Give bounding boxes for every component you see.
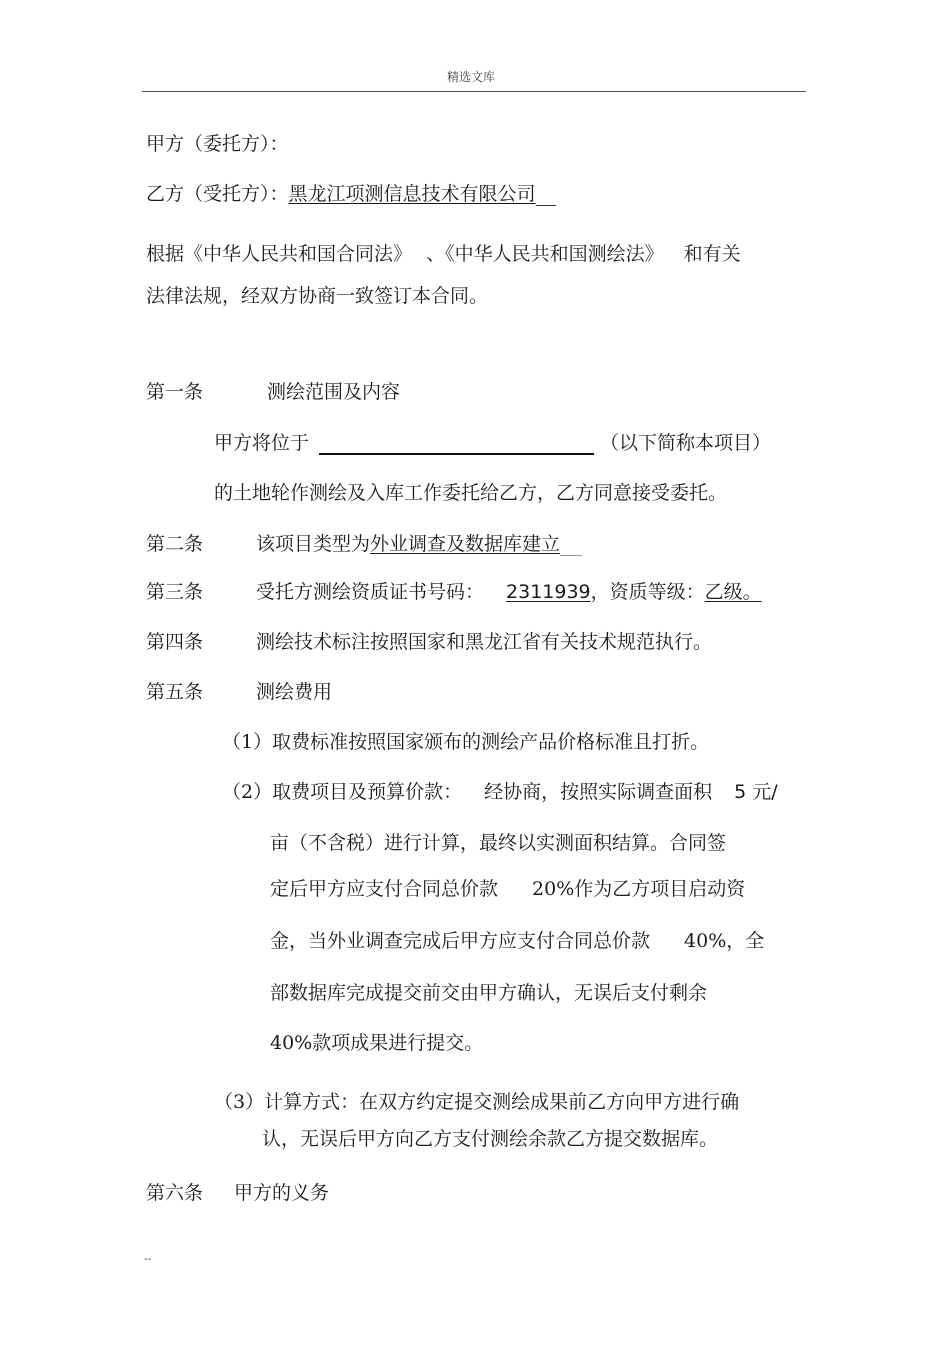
article-2-number: 第二条 xyxy=(146,533,204,555)
article-5-number: 第五条 xyxy=(146,681,204,703)
party-a-label: 甲方（委托方）： xyxy=(146,133,289,155)
qualification-grade: 乙级。 xyxy=(704,581,762,603)
fee-item-2-line-6: 40%款项成果进行提交。 xyxy=(270,1032,484,1054)
preamble-contract-law: 根据《中华人民共和国合同法》 xyxy=(146,243,413,265)
fee-item-2-line-3-b: 20%作为乙方项目启动资 xyxy=(532,878,746,900)
article-2-text xyxy=(256,532,582,556)
article-2-lead: 该项目类型为 xyxy=(256,533,371,555)
fee-item-2-line-2: 亩（不含税）进行计算，最终以实测面积结算。合同签 xyxy=(270,832,727,854)
page-header-title: 精选文库 xyxy=(447,70,496,84)
fee-item-2-line-4 xyxy=(270,929,764,953)
fee-item-2-line-4-b: 40%，全 xyxy=(684,930,765,952)
article-2-project-type: 外业调查及数据库建立 xyxy=(370,533,561,555)
fee-unit-price: 5 元/ xyxy=(734,781,778,803)
fee-item-2-negotiated: 经协商，按照实际调查面积 xyxy=(484,781,713,803)
article-1-abbrev: （以下简称本项目） xyxy=(600,432,772,454)
article-4-number: 第四条 xyxy=(146,631,204,653)
fee-item-2-line-5: 部数据库完成提交前交由甲方确认，无误后支付剩余 xyxy=(270,982,708,1004)
article-5-title: 测绘费用 xyxy=(256,681,333,703)
article-1-line-1 xyxy=(214,431,771,455)
article-2-underline-tail xyxy=(560,535,582,556)
fee-item-2-lead: （2）取费项目及预算价款： xyxy=(222,781,463,803)
article-3-lead: 受托方测绘资质证书号码： xyxy=(256,581,485,603)
page-footer-mark: -- xyxy=(144,1252,152,1265)
location-blank-field[interactable] xyxy=(319,433,594,455)
party-b-label: 乙方（受托方）： xyxy=(146,183,289,205)
fee-item-1: （1）取费标准按照国家颁布的测绘产品价格标准且打折。 xyxy=(222,731,710,753)
preamble-related: 和有关 xyxy=(683,243,741,265)
article-6-title: 甲方的义务 xyxy=(234,1182,330,1204)
party-b-name: 黑龙江项测信息技术有限公司 xyxy=(288,183,536,205)
fee-item-3-line-2: 认，无误后甲方向乙方支付测绘余款乙方提交数据库。 xyxy=(262,1128,719,1150)
article-4-text: 测绘技术标注按照国家和黑龙江省有关技术规范执行。 xyxy=(256,631,713,653)
party-b-underline-tail xyxy=(536,185,556,206)
article-6-number: 第六条 xyxy=(146,1182,204,1204)
article-3-number: 第三条 xyxy=(146,581,204,603)
article-1-located-at: 甲方将位于 xyxy=(214,432,310,454)
article-1-title: 测绘范围及内容 xyxy=(267,381,401,403)
party-b-line xyxy=(146,182,556,206)
preamble-line-2: 法律法规，经双方协商一致签订本合同。 xyxy=(146,285,489,307)
preamble-line-1 xyxy=(146,242,741,266)
preamble-survey-law: 、《中华人民共和国测绘法》 xyxy=(426,243,664,265)
fee-item-3-line-1: （3）计算方式：在双方约定提交测绘成果前乙方向甲方进行确 xyxy=(214,1091,740,1113)
article-3-text xyxy=(256,580,762,604)
fee-item-2-line-3-a: 定后甲方应支付合同总价款 xyxy=(270,878,499,900)
header-rule xyxy=(142,91,806,92)
certificate-number: 2311939 xyxy=(506,581,591,603)
fee-item-2-line-1 xyxy=(222,780,778,804)
fee-item-2-line-4-a: 金，当外业调查完成后甲方应支付合同总价款 xyxy=(270,930,651,952)
fee-item-2-line-3 xyxy=(270,877,745,901)
article-1-number: 第一条 xyxy=(146,381,204,403)
article-1-line-2: 的土地轮作测绘及入库工作委托给乙方，乙方同意接受委托。 xyxy=(214,482,728,504)
article-3-grade-label: ，资质等级： xyxy=(590,581,705,603)
